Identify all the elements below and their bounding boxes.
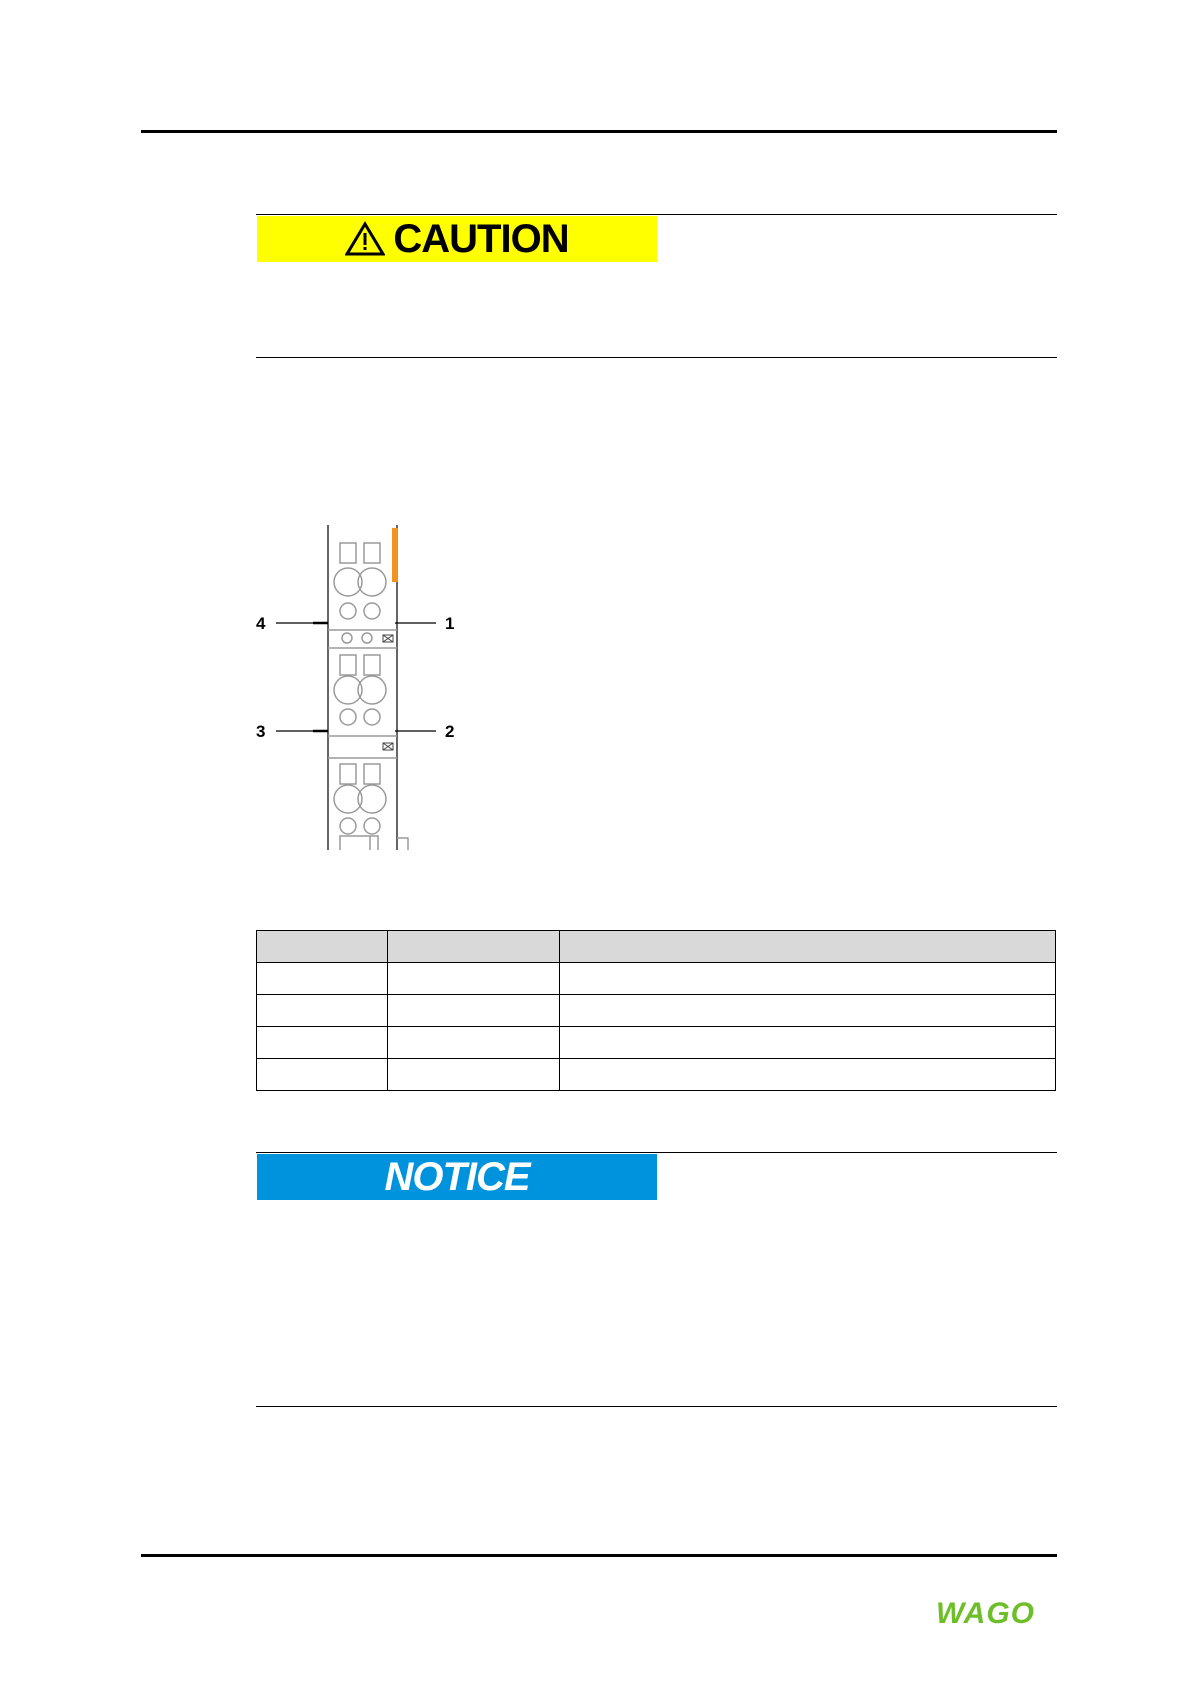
table-cell <box>388 1027 560 1059</box>
table-header-cell <box>560 931 1056 963</box>
caution-label: CAUTION <box>393 216 569 261</box>
table-row <box>257 1059 1056 1091</box>
notice-label: NOTICE <box>384 1154 530 1199</box>
notice-banner <box>257 1154 657 1200</box>
status-led-1 <box>383 635 393 642</box>
table-cell <box>388 963 560 995</box>
table-cell <box>257 1027 388 1059</box>
status-led-2 <box>383 743 393 750</box>
caution-top-rule <box>256 214 1057 215</box>
warning-triangle-icon <box>345 221 385 257</box>
header-rule <box>141 130 1057 133</box>
table-cell <box>560 963 1056 995</box>
table-header-cell <box>388 931 560 963</box>
table-row <box>257 995 1056 1027</box>
wago-logo <box>936 1596 1056 1626</box>
terminal-group-middle <box>334 655 386 725</box>
notice-bottom-rule <box>256 1406 1057 1407</box>
table-cell <box>257 995 388 1027</box>
callout-3: 3 <box>256 722 266 741</box>
table-cell <box>257 1059 388 1091</box>
footer-rule <box>141 1554 1057 1557</box>
table-cell <box>560 1027 1056 1059</box>
table-cell <box>560 1059 1056 1091</box>
table-cell <box>388 1059 560 1091</box>
callout-1: 1 <box>445 614 455 633</box>
legend-table <box>256 930 1056 1091</box>
terminal-group-top <box>334 543 386 643</box>
caution-banner <box>257 216 657 262</box>
io-module-figure <box>240 520 480 850</box>
notice-top-rule <box>256 1152 1057 1153</box>
table-header-cell <box>257 931 388 963</box>
callout-2: 2 <box>445 722 455 741</box>
table-cell <box>388 995 560 1027</box>
caution-bottom-rule <box>256 357 1057 358</box>
table-header-row <box>257 931 1056 963</box>
table-row <box>257 1027 1056 1059</box>
table-cell <box>560 995 1056 1027</box>
table-cell <box>257 963 388 995</box>
svg-text:WAGO: WAGO <box>936 1597 1035 1626</box>
callout-4: 4 <box>256 614 266 633</box>
orange-marker <box>392 528 398 582</box>
table-row <box>257 963 1056 995</box>
